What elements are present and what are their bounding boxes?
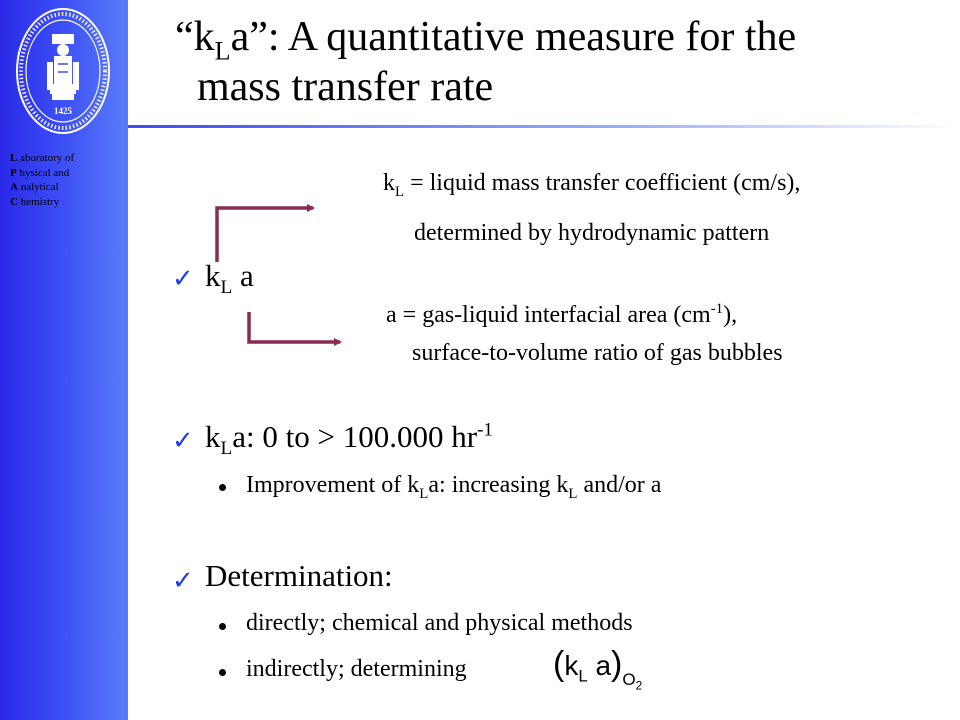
slide-title: “$k_La$”: A quantitative measure for the mass transfer rate [175, 12, 945, 112]
check-icon: ✓ [172, 264, 194, 294]
improvement-item: Improvement of $k_La$: increasing $k_L$ and/or a [246, 472, 662, 502]
determination-indirect: indirectly; determining [246, 656, 467, 682]
a-definition-line2: surface-to-volume ratio of gas bubbles [412, 340, 783, 366]
determination-heading: Determination: [205, 558, 393, 593]
bullet-icon [219, 484, 226, 491]
kla-range-item: $k_La$: 0 to > 100.000 $hr^{-1}$ [205, 419, 494, 460]
determination-direct: directly; chemical and physical methods [246, 610, 633, 636]
lab-line: P hysical and [10, 166, 70, 179]
lab-line: C hemistry [10, 195, 60, 208]
kl-definition: $k_L$ = liquid mass transfer coefficient (cm/s), [383, 170, 801, 200]
kla-o2-formula: ($k_L$ $a)_{O_2}$ [553, 645, 643, 693]
seal-year: 1425 [54, 106, 72, 116]
slide-title-line2: mass transfer rate [197, 64, 494, 110]
a-definition: a = gas-liquid interfacial area $(cm^{-1})$, [386, 301, 738, 328]
lab-line: L aboratory of [10, 152, 75, 164]
kla-item: $k_L$ a [205, 258, 254, 299]
check-icon: ✓ [172, 426, 194, 456]
kl-definition-line2: determined by hydrodynamic pattern [414, 220, 770, 246]
bullet-icon [219, 623, 226, 630]
check-icon: ✓ [172, 566, 194, 596]
lab-line: A nalytical [10, 181, 59, 193]
bullet-icon [219, 669, 226, 676]
